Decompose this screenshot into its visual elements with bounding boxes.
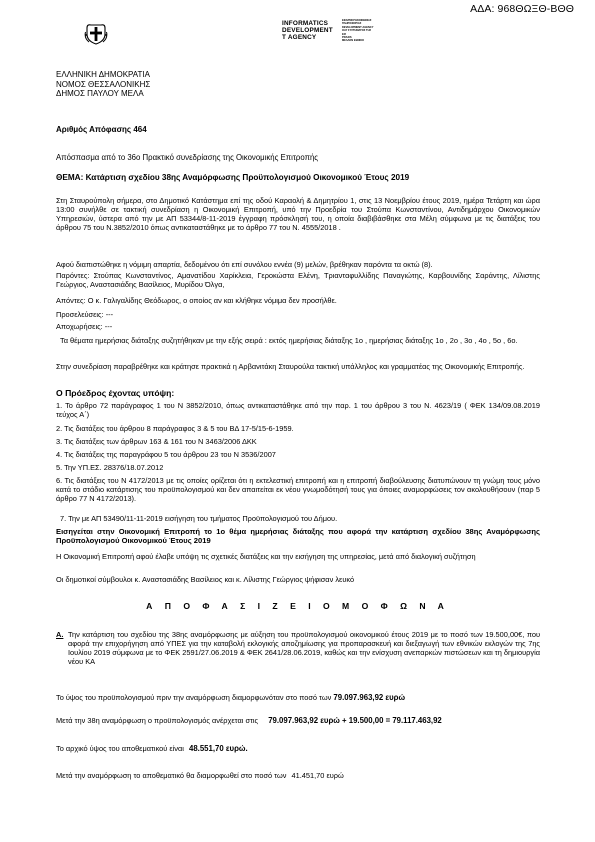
present-paragraph: Παρόντες: Στούπας Κωνσταντίνος, Αμανατίδου Χαρίκλεια, Γεροκώστα Ελένη, Τριανταφυλλίδης Παναγιώτης, Καρβουνίδης Σαράντης, Λίλιστης Γεώργιος, Αναστασιάδης Βασίλειος, Μυρίδου Όλγα, <box>56 271 540 290</box>
subject-title: ΘΕΜΑ: Κατάρτιση σχεδίου 38ης Αναμόρφωσης Προϋπολογισμού Οικονομικού Έτους 2019 <box>56 173 410 182</box>
reserve-row <box>56 744 248 753</box>
budget-before-label: Το ύψος του προϋπολογισμού πριν την αναμόρφωση διαμορφωνόταν στο ποσό των <box>56 693 332 702</box>
agency-logo-small-line: ΟΑΥ ΣΥΣΤΗΜΑΤΟΣ ΤΗΣ <box>342 29 371 33</box>
agency-logo-small-line: ΕΙΣ <box>342 32 347 36</box>
consideration-item: 5. Την ΥΠ.ΕΣ. 28376/18.07.2012 <box>56 463 164 472</box>
reserve-after-label: Μετά την αναμόρφωση το αποθεματικό θα διαμορφωθεί στο ποσό των <box>56 771 287 780</box>
consideration-item: 1. Το άρθρο 72 παράγραφος 1 του Ν 3852/2010, όπως αντικαταστάθηκε από την παρ. 1 του άρθρου 3 του Ν. 4623/19 ( ΦΕΚ 134/09.08.2019 τεύχος Α΄) <box>56 401 540 420</box>
greek-emblem-icon <box>84 22 108 46</box>
agenda-paragraph: Τα θέματα ημερήσιας διάταξης συζητήθηκαν με την εξής σειρά : εκτός ημερήσιας διάταξης 1ο , ημερήσιας διάταξης 1ο , 2ο , 3ο , 4ο , 5ο , 6ο. <box>60 336 518 345</box>
councillors-line: Οι δημοτικοί σύμβουλοι κ. Αναστασιάδης Βασίλειος και κ. Λίλιστης Γεώργιος ψήφισαν λευκό <box>56 575 355 584</box>
agency-logo-small-line: DEVELOPMENT AGENCY <box>342 25 374 29</box>
excerpt-line: Απόσπασμα από το 36ο Πρακτικό συνεδρίασης της Οικονομικής Επιτροπής <box>56 153 319 162</box>
absent-paragraph: Απόντες: Ο κ. Γαλιγαλίδης Θεόδωρος, ο οποίος αν και κλήθηκε νόμιμα δεν προσήλθε. <box>56 296 337 305</box>
reserve-value: 48.551,70 ευρώ. <box>188 744 248 753</box>
committee-paragraph: Η Οικονομική Επιτροπή αφού έλαβε υπόψη τις σχετικές διατάξεις και την εισήγηση της υπηρεσίας, μετά από διαλογική συζήτηση <box>56 552 476 561</box>
budget-before-row <box>56 693 405 702</box>
agency-logo-line: INFORMATICS <box>282 20 329 27</box>
decides-heading: Α Π Ο Φ Α Σ Ι Ζ Ε Ι Ο Μ Ο Φ Ω Ν Α <box>146 601 449 611</box>
arrivals-line: Προσελεύσεις: --- <box>56 310 114 319</box>
decision-a-label: Α. <box>56 630 64 639</box>
decision-number: Αριθμός Απόφασης 464 <box>56 125 147 134</box>
agency-logo-small-line: ΕΦΑΡΜΟΓΗΚΟΙΝΩΝΙΑΣ <box>342 19 372 22</box>
consideration-item: 7. Την με ΑΠ 53490/11-11-2019 εισήγηση του τμήματος Προϋπολογισμού του Δήμου. <box>60 514 338 523</box>
reserve-after-value: 41.451,70 ευρώ <box>291 771 344 780</box>
header-country: ΕΛΛΗΝΙΚΗ ΔΗΜΟΚΡΑΤΙΑ <box>56 70 150 79</box>
quorum-paragraph: Αφού διαπιστώθηκε η νόμιμη απαρτία, δεδομένου ότι επί συνόλου εννέα (9) μελών, βρέθηκαν παρόντα τα οκτώ (8). <box>56 260 433 269</box>
consideration-item: 6. Τις διατάξεις του Ν 4172/2013 με τις οποίες ορίζεται ότι η εκτελεστική επιτροπή και η επιτροπή διαβούλευσης διατυπώνουν τη γνώμη τους μόνο κατά το στάδιο κατάρτισης του προϋπολογισμού και δεν απαιτείται εκ νέου γνωμοδότησή τους για όποιες αναμορφώσεις τον ακολουθήσουν (παρ 5 άρθρο 77 Ν 4172/2013). <box>56 476 540 504</box>
budget-after-calc: 79.097.963,92 ευρώ + 19.500,00 = 79.117.463,92 <box>268 716 442 725</box>
budget-before-value: 79.097.963,92 ευρώ <box>333 693 406 702</box>
consideration-item: 2. Τις διατάξεις του άρθρου 8 παράγραφος 3 & 5 του ΒΔ 17-5/15-6-1959. <box>56 424 294 433</box>
budget-after-label: Μετά την 38η αναμόρφωση ο προϋπολογισμός ανέρχεται στις <box>56 716 259 725</box>
budget-after-row <box>56 716 442 725</box>
rapporteur-paragraph: Εισηγείται στην Οικονομική Επιτροπή το 1ο θέμα ημερήσιας διάταξης που αφορά την κατάρτιση σχεδίου 38ης Αναμόρφωσης Προϋπολογισμού Οικονομικού Έτους 2019 <box>56 527 540 546</box>
consideration-item: 4. Τις διατάξεις της παραγράφου 5 του άρθρου 23 του Ν 3536/2007 <box>56 450 276 459</box>
agency-logo-small-line: ΜΕΛΛΟΝ ΕΘΝΙΚΟ <box>342 39 365 43</box>
ada-stamp: ΑΔΑ: 968ΘΩΞΘ-ΒΘΘ <box>470 3 574 15</box>
agency-logo-line: DEVELOPMENT <box>282 27 333 34</box>
chair-having-heading: Ο Πρόεδρος έχοντας υπόψη: <box>56 388 175 398</box>
agency-logo-small-line: ΠΛΗΡΟΦΟΡΙΑΣ <box>342 22 362 26</box>
agency-logo-line: T AGENCY <box>282 34 317 41</box>
departures-line: Αποχωρήσεις: --- <box>56 322 113 331</box>
reserve-label: Το αρχικό ύψος του αποθεματικού είναι <box>56 744 184 753</box>
agency-logo <box>282 20 333 41</box>
consideration-item: 3. Τις διατάξεις των άρθρων 163 & 161 του Ν 3463/2006 ΔΚΚ <box>56 437 257 446</box>
reserve-after-row <box>56 771 344 780</box>
header-prefecture: ΝΟΜΟΣ ΘΕΣΣΑΛΟΝΙΚΗΣ <box>56 79 151 89</box>
decision-a-paragraph: Την κατάρτιση του σχεδίου της 38ης αναμόρφωσης με αύξηση του προϋπολογισμού οικονομικού έτους 2019 με το ποσό των 19.500,00€, που αφορά την επιχορήγηση από ΥΠΕΣ για την καταβολή εκλογικής αποζημίωσης για προπαρασκευή και διεξαγωγή των εθνικών εκλογών της 7ης Ιουλίου 2019 σύμφωνα με το ΦΕΚ 2591/27.06.2019 & ΦΕΚ 2641/28.06.2019, καθώς και την ενίσχυση ανεπαρκών πιστώσεων και τη δημιουργία νέου ΚΑ <box>68 630 540 667</box>
secretary-paragraph: Στην συνεδρίαση παραβρέθηκε και κράτησε πρακτικά η Αρβανιτάκη Σταυρούλα τακτική υπάλληλος και γραμματέας της Οικονομικής Επιτροπής. <box>56 362 525 371</box>
agency-logo-small-line: PRAXIS <box>342 36 352 40</box>
header-municipality: ΔΗΜΟΣ ΠΑΥΛΟΥ ΜΕΛΑ <box>56 89 144 99</box>
header-block <box>56 70 150 99</box>
agency-logo-small <box>342 19 373 43</box>
intro-paragraph: Στη Σταυρούπολη σήμερα, στο Δημοτικό Κατάστημα επί της οδού Καραολή & Δημητρίου 1, στις 13 Νοεμβρίου έτους 2019, ημέρα Τετάρτη και ώρα 13:00 συνήλθε σε τακτική συνεδρίαση η Οικονομική Επιτροπή, υπό την Προεδρία του Στούπα Κωνσταντίνου, Αντιδημάρχου Οικονομικών Υπηρεσιών, ύστερα από την με ΑΠ 53344/8-11-2019 έγγραφη πρόσκλησή του, η οποία διαβιβάσθηκε στα Μέλη σύμφωνα με τις διατάξεις του άρθρου 75 του Ν.3852/2010 όπως αντικαταστάθηκε με το άρθρο 77 του Ν. 4555/2018 . <box>56 196 540 233</box>
